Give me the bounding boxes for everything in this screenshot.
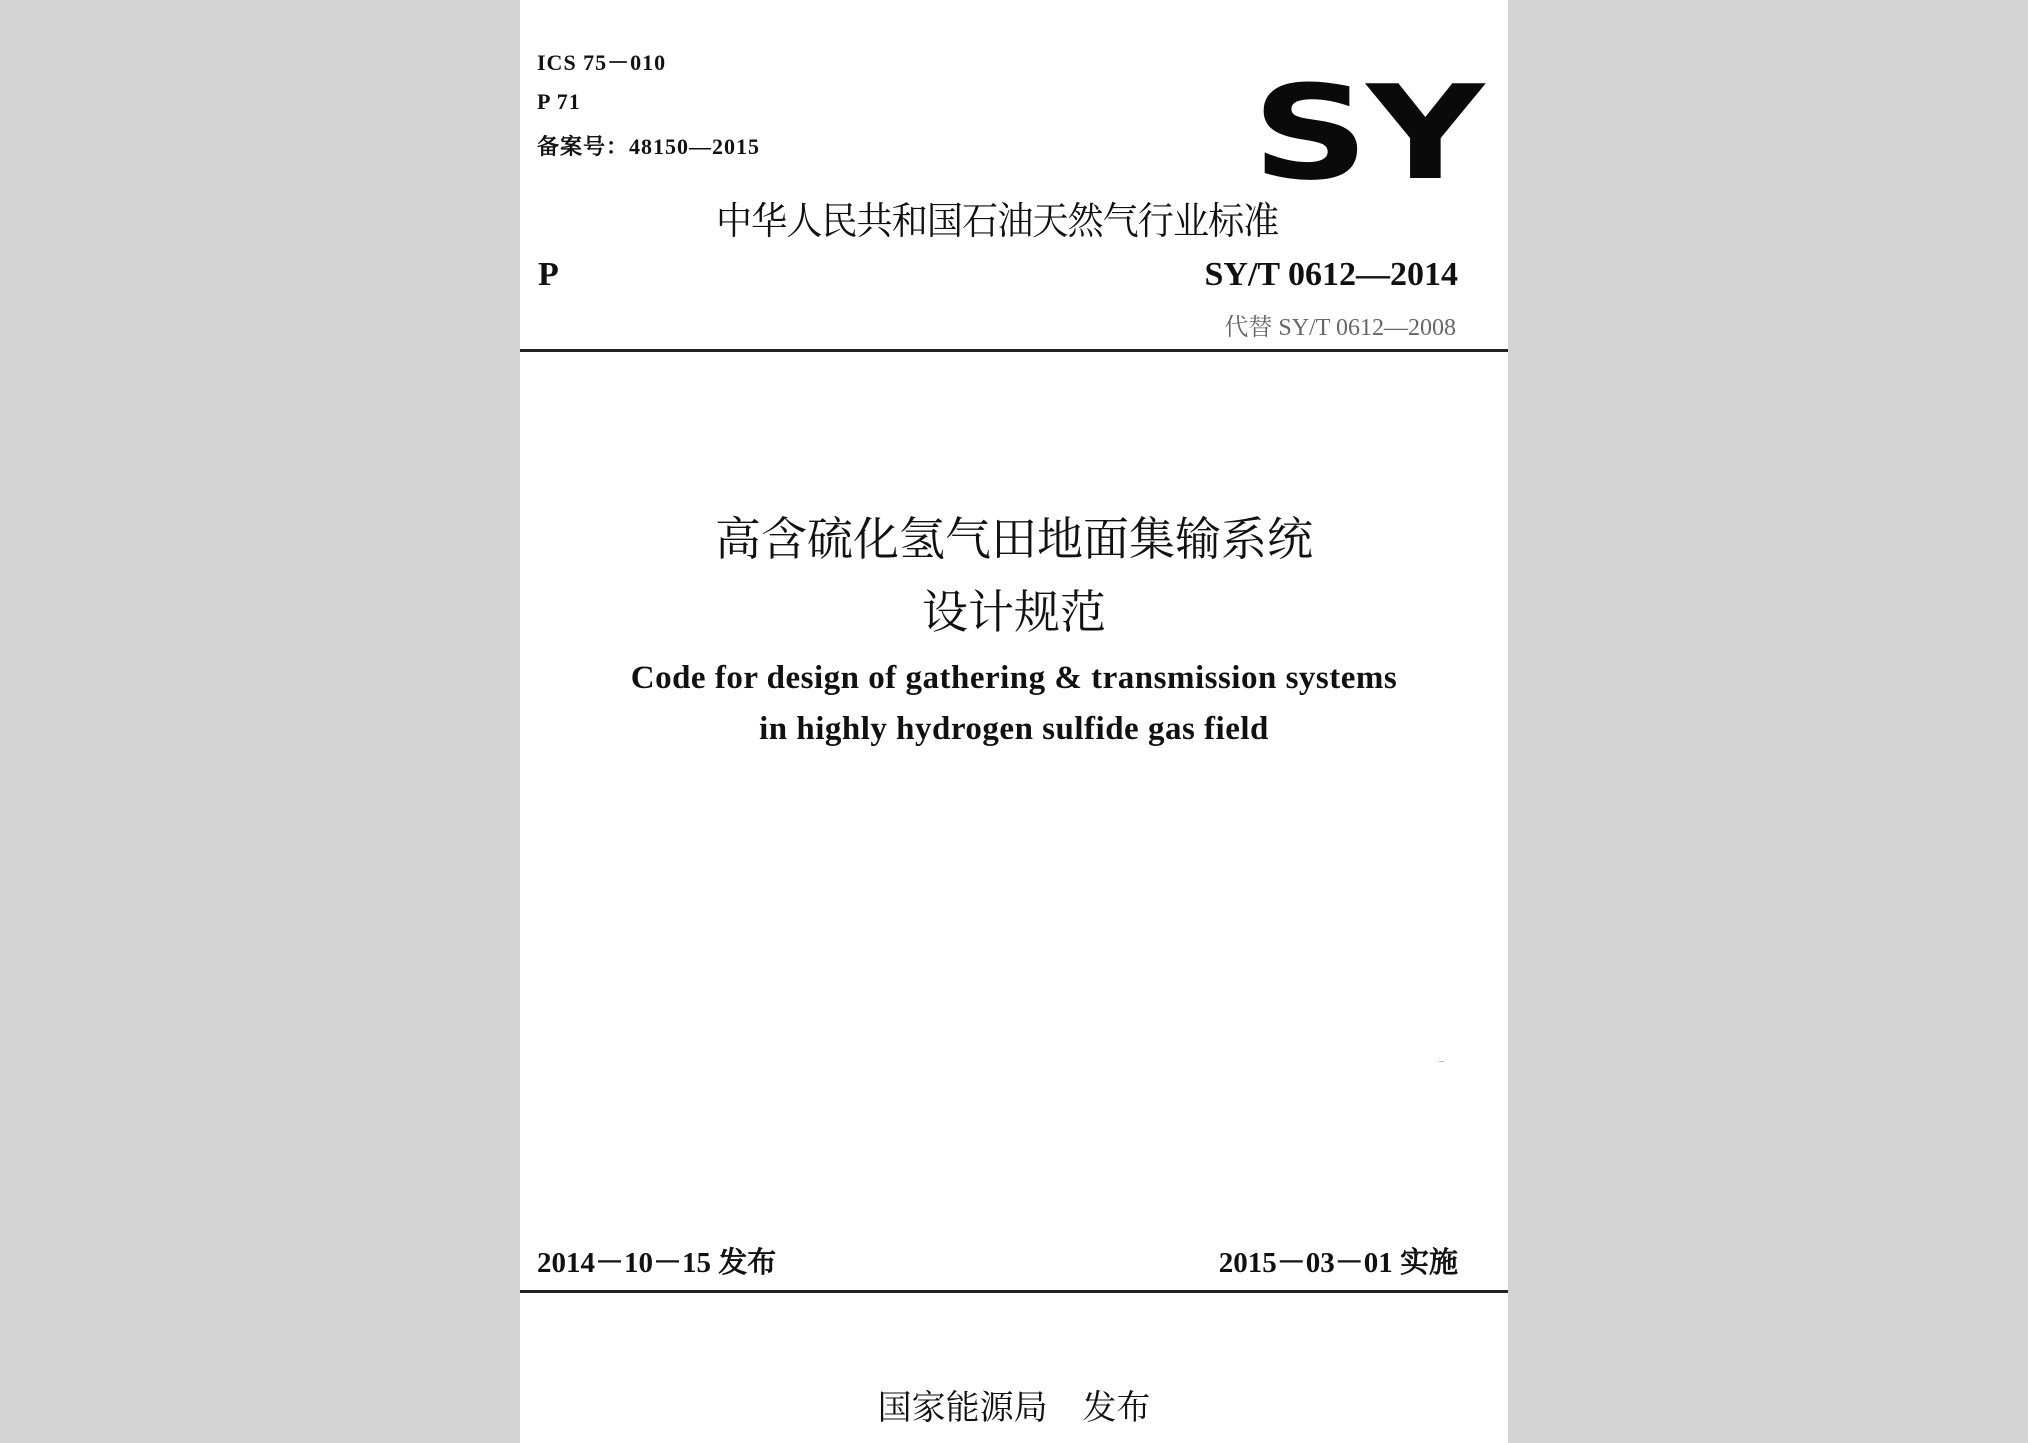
title-english-line-2: in highly hydrogen sulfide gas field — [759, 711, 1269, 747]
scan-speck — [1439, 1061, 1444, 1062]
replaces-standard: 代替 SY/T 0612—2008 — [1224, 315, 1456, 341]
standard-cover-page — [520, 0, 1508, 1443]
footer-divider — [520, 1290, 1508, 1293]
publisher: 国家能源局 发布 — [877, 1388, 1151, 1428]
issue-date: 2014－10－15 发布 — [537, 1247, 777, 1279]
industry-standard-title: 中华人民共和国石油天然气行业标准 — [716, 199, 1279, 243]
ics-code: ICS 75－010 — [537, 50, 667, 75]
ccs-code: P 71 — [537, 89, 581, 114]
sy-logo: SY — [1252, 57, 1482, 209]
registration-number: 备案号：48150—2015 — [537, 134, 761, 159]
implementation-date: 2015－03－01 实施 — [1218, 1247, 1458, 1279]
title-chinese-line-2: 设计规范 — [922, 585, 1106, 639]
header-divider — [520, 349, 1508, 352]
classification-code: P — [538, 256, 559, 293]
title-english-line-1: Code for design of gathering & transmission systems — [630, 660, 1398, 696]
standard-number: SY/T 0612—2014 — [1204, 256, 1458, 293]
title-chinese-line-1: 高含硫化氢气田地面集输系统 — [715, 512, 1313, 566]
